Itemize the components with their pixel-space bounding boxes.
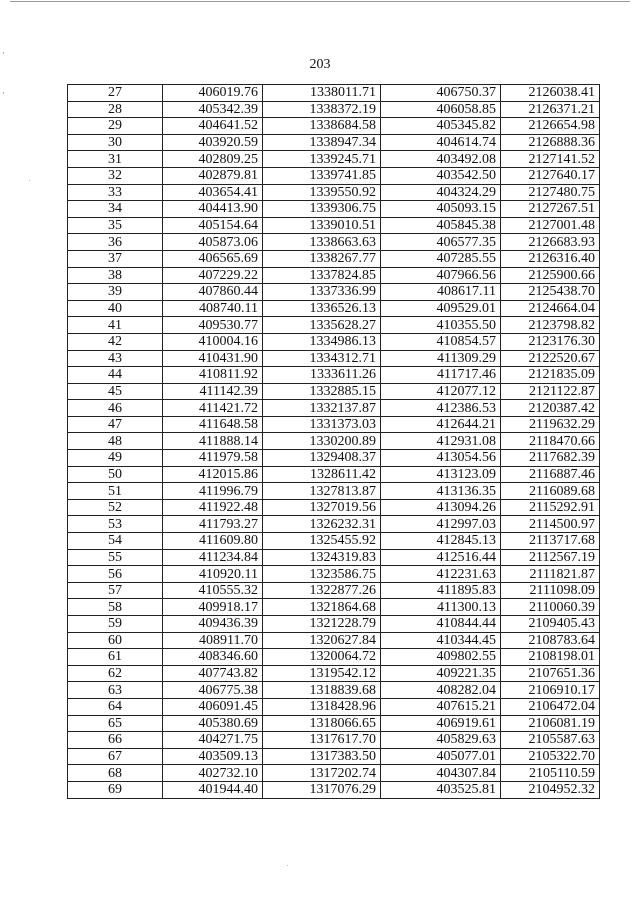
table-row	[68, 267, 600, 284]
x2-cell: 407285.55	[381, 250, 501, 267]
y2-cell: 2108783.64	[501, 632, 600, 649]
table-row	[68, 483, 600, 500]
y2-cell: 2115292.91	[501, 499, 600, 516]
x2-cell: 408282.04	[381, 682, 501, 699]
x2-cell: 405093.15	[381, 201, 501, 218]
x1-cell: 410555.32	[163, 582, 263, 599]
table-row	[68, 582, 600, 599]
y2-cell: 2106081.19	[501, 715, 600, 732]
point-number-cell: 30	[68, 134, 163, 151]
scan-speck	[287, 865, 288, 866]
y1-cell: 1339741.85	[263, 167, 381, 184]
table-row	[68, 85, 600, 102]
x1-cell: 411609.80	[163, 533, 263, 550]
x2-cell: 406919.61	[381, 715, 501, 732]
y2-cell: 2110060.39	[501, 599, 600, 616]
y2-cell: 2111098.09	[501, 582, 600, 599]
x2-cell: 404307.84	[381, 765, 501, 782]
x1-cell: 406565.69	[163, 250, 263, 267]
point-number-cell: 36	[68, 234, 163, 251]
x1-cell: 412015.86	[163, 466, 263, 483]
table-row	[68, 599, 600, 616]
x2-cell: 413136.35	[381, 483, 501, 500]
y2-cell: 2118470.66	[501, 433, 600, 450]
table-row	[68, 400, 600, 417]
x2-cell: 409802.55	[381, 649, 501, 666]
point-number-cell: 68	[68, 765, 163, 782]
point-number-cell: 55	[68, 549, 163, 566]
x1-cell: 405380.69	[163, 715, 263, 732]
x1-cell: 411996.79	[163, 483, 263, 500]
point-number-cell: 29	[68, 118, 163, 135]
x2-cell: 413054.56	[381, 450, 501, 467]
x1-cell: 410004.16	[163, 333, 263, 350]
y1-cell: 1330200.89	[263, 433, 381, 450]
y2-cell: 2125900.66	[501, 267, 600, 284]
y1-cell: 1337336.99	[263, 284, 381, 301]
point-number-cell: 57	[68, 582, 163, 599]
x2-cell: 412845.13	[381, 533, 501, 550]
x1-cell: 403920.59	[163, 134, 263, 151]
table-row	[68, 300, 600, 317]
x1-cell: 402809.25	[163, 151, 263, 168]
point-number-cell: 40	[68, 300, 163, 317]
x2-cell: 410355.50	[381, 317, 501, 334]
y1-cell: 1327813.87	[263, 483, 381, 500]
table-row	[68, 184, 600, 201]
x1-cell: 404413.90	[163, 201, 263, 218]
point-number-cell: 64	[68, 698, 163, 715]
y2-cell: 2123176.30	[501, 333, 600, 350]
x2-cell: 412997.03	[381, 516, 501, 533]
y1-cell: 1339550.92	[263, 184, 381, 201]
table-row	[68, 632, 600, 649]
table-row	[68, 317, 600, 334]
y2-cell: 2116887.46	[501, 466, 600, 483]
y1-cell: 1335628.27	[263, 317, 381, 334]
y1-cell: 1322877.26	[263, 582, 381, 599]
x1-cell: 405342.39	[163, 101, 263, 118]
y1-cell: 1317383.50	[263, 748, 381, 765]
x2-cell: 405345.82	[381, 118, 501, 135]
y2-cell: 2105587.63	[501, 732, 600, 749]
y2-cell: 2126683.93	[501, 234, 600, 251]
y1-cell: 1338011.71	[263, 85, 381, 102]
x2-cell: 404324.29	[381, 184, 501, 201]
table-row	[68, 732, 600, 749]
x2-cell: 411717.46	[381, 367, 501, 384]
x1-cell: 411793.27	[163, 516, 263, 533]
point-number-cell: 34	[68, 201, 163, 218]
scan-speck	[3, 52, 4, 54]
y1-cell: 1339010.51	[263, 217, 381, 234]
y2-cell: 2122520.67	[501, 350, 600, 367]
x1-cell: 402879.81	[163, 167, 263, 184]
y2-cell: 2116089.68	[501, 483, 600, 500]
y2-cell: 2123798.82	[501, 317, 600, 334]
y1-cell: 1326232.31	[263, 516, 381, 533]
y2-cell: 2126654.98	[501, 118, 600, 135]
x1-cell: 406091.45	[163, 698, 263, 715]
y1-cell: 1334312.71	[263, 350, 381, 367]
y2-cell: 2120387.42	[501, 400, 600, 417]
x2-cell: 406750.37	[381, 85, 501, 102]
table-row	[68, 433, 600, 450]
x1-cell: 411922.48	[163, 499, 263, 516]
point-number-cell: 43	[68, 350, 163, 367]
x2-cell: 406058.85	[381, 101, 501, 118]
point-number-cell: 61	[68, 649, 163, 666]
point-number-cell: 58	[68, 599, 163, 616]
x1-cell: 411421.72	[163, 400, 263, 417]
point-number-cell: 50	[68, 466, 163, 483]
point-number-cell: 65	[68, 715, 163, 732]
x2-cell: 412644.21	[381, 416, 501, 433]
x1-cell: 411142.39	[163, 383, 263, 400]
x2-cell: 412516.44	[381, 549, 501, 566]
x1-cell: 404271.75	[163, 732, 263, 749]
table-row	[68, 765, 600, 782]
x2-cell: 410854.57	[381, 333, 501, 350]
y2-cell: 2126888.36	[501, 134, 600, 151]
y1-cell: 1331373.03	[263, 416, 381, 433]
y1-cell: 1332885.15	[263, 383, 381, 400]
x1-cell: 406019.76	[163, 85, 263, 102]
table-row	[68, 350, 600, 367]
y1-cell: 1321864.68	[263, 599, 381, 616]
table-row	[68, 134, 600, 151]
x2-cell: 405829.63	[381, 732, 501, 749]
y1-cell: 1337824.85	[263, 267, 381, 284]
x2-cell: 410344.45	[381, 632, 501, 649]
y2-cell: 2105322.70	[501, 748, 600, 765]
y1-cell: 1338947.34	[263, 134, 381, 151]
table-row	[68, 549, 600, 566]
point-number-cell: 66	[68, 732, 163, 749]
y2-cell: 2125438.70	[501, 284, 600, 301]
x1-cell: 401944.40	[163, 781, 263, 798]
table-row	[68, 649, 600, 666]
point-number-cell: 47	[68, 416, 163, 433]
x2-cell: 409529.01	[381, 300, 501, 317]
y1-cell: 1319542.12	[263, 665, 381, 682]
x1-cell: 410431.90	[163, 350, 263, 367]
point-number-cell: 33	[68, 184, 163, 201]
table-row	[68, 234, 600, 251]
x2-cell: 406577.35	[381, 234, 501, 251]
y1-cell: 1317076.29	[263, 781, 381, 798]
x1-cell: 403654.41	[163, 184, 263, 201]
point-number-cell: 51	[68, 483, 163, 500]
point-number-cell: 46	[68, 400, 163, 417]
y2-cell: 2127001.48	[501, 217, 600, 234]
table-row	[68, 466, 600, 483]
table-row	[68, 333, 600, 350]
y2-cell: 2119632.29	[501, 416, 600, 433]
x1-cell: 405154.64	[163, 217, 263, 234]
x2-cell: 403525.81	[381, 781, 501, 798]
y2-cell: 2113717.68	[501, 533, 600, 550]
y1-cell: 1318066.65	[263, 715, 381, 732]
y2-cell: 2109405.43	[501, 616, 600, 633]
point-number-cell: 49	[68, 450, 163, 467]
table-row	[68, 383, 600, 400]
point-number-cell: 53	[68, 516, 163, 533]
y2-cell: 2127640.17	[501, 167, 600, 184]
x1-cell: 409436.39	[163, 616, 263, 633]
y1-cell: 1329408.37	[263, 450, 381, 467]
x1-cell: 411648.58	[163, 416, 263, 433]
table-row	[68, 516, 600, 533]
y2-cell: 2127267.51	[501, 201, 600, 218]
point-number-cell: 37	[68, 250, 163, 267]
point-number-cell: 41	[68, 317, 163, 334]
x2-cell: 405845.38	[381, 217, 501, 234]
x1-cell: 411888.14	[163, 433, 263, 450]
x2-cell: 407966.56	[381, 267, 501, 284]
table-row	[68, 616, 600, 633]
point-number-cell: 60	[68, 632, 163, 649]
y2-cell: 2117682.39	[501, 450, 600, 467]
x2-cell: 404614.74	[381, 134, 501, 151]
point-number-cell: 38	[68, 267, 163, 284]
x1-cell: 402732.10	[163, 765, 263, 782]
y1-cell: 1338267.77	[263, 250, 381, 267]
x1-cell: 407860.44	[163, 284, 263, 301]
point-number-cell: 59	[68, 616, 163, 633]
x1-cell: 408740.11	[163, 300, 263, 317]
x2-cell: 411895.83	[381, 582, 501, 599]
y1-cell: 1323586.75	[263, 566, 381, 583]
x1-cell: 407743.82	[163, 665, 263, 682]
top-edge-rule	[10, 1, 630, 2]
y2-cell: 2112567.19	[501, 549, 600, 566]
x2-cell: 412231.63	[381, 566, 501, 583]
x2-cell: 412931.08	[381, 433, 501, 450]
point-number-cell: 48	[68, 433, 163, 450]
x1-cell: 407229.22	[163, 267, 263, 284]
table-row	[68, 217, 600, 234]
table-row	[68, 167, 600, 184]
y2-cell: 2105110.59	[501, 765, 600, 782]
x2-cell: 403542.50	[381, 167, 501, 184]
x2-cell: 413094.26	[381, 499, 501, 516]
x1-cell: 411979.58	[163, 450, 263, 467]
table-row	[68, 118, 600, 135]
table-row	[68, 416, 600, 433]
x1-cell: 410811.92	[163, 367, 263, 384]
table-row	[68, 682, 600, 699]
y2-cell: 2111821.87	[501, 566, 600, 583]
scan-speck	[29, 180, 30, 181]
x2-cell: 409221.35	[381, 665, 501, 682]
table-row	[68, 533, 600, 550]
table-row	[68, 665, 600, 682]
scan-speck	[3, 92, 4, 94]
point-number-cell: 39	[68, 284, 163, 301]
point-number-cell: 45	[68, 383, 163, 400]
table-row	[68, 499, 600, 516]
table-row	[68, 250, 600, 267]
y1-cell: 1334986.13	[263, 333, 381, 350]
table-row	[68, 698, 600, 715]
point-number-cell: 31	[68, 151, 163, 168]
table-row	[68, 781, 600, 798]
point-number-cell: 42	[68, 333, 163, 350]
x2-cell: 413123.09	[381, 466, 501, 483]
point-number-cell: 27	[68, 85, 163, 102]
y1-cell: 1324319.83	[263, 549, 381, 566]
point-number-cell: 56	[68, 566, 163, 583]
x1-cell: 404641.52	[163, 118, 263, 135]
y2-cell: 2127141.52	[501, 151, 600, 168]
y1-cell: 1338372.19	[263, 101, 381, 118]
y2-cell: 2106910.17	[501, 682, 600, 699]
y1-cell: 1336526.13	[263, 300, 381, 317]
x2-cell: 405077.01	[381, 748, 501, 765]
x1-cell: 409530.77	[163, 317, 263, 334]
x1-cell: 411234.84	[163, 549, 263, 566]
coordinates-table	[67, 84, 600, 799]
table-row	[68, 715, 600, 732]
point-number-cell: 28	[68, 101, 163, 118]
point-number-cell: 32	[68, 167, 163, 184]
y2-cell: 2121835.09	[501, 367, 600, 384]
x2-cell: 411300.13	[381, 599, 501, 616]
point-number-cell: 67	[68, 748, 163, 765]
page-number: 203	[309, 57, 331, 72]
y1-cell: 1320064.72	[263, 649, 381, 666]
y1-cell: 1339306.75	[263, 201, 381, 218]
y1-cell: 1327019.56	[263, 499, 381, 516]
y1-cell: 1338684.58	[263, 118, 381, 135]
y1-cell: 1318839.68	[263, 682, 381, 699]
point-number-cell: 54	[68, 533, 163, 550]
point-number-cell: 35	[68, 217, 163, 234]
y1-cell: 1328611.42	[263, 466, 381, 483]
y1-cell: 1338663.63	[263, 234, 381, 251]
x2-cell: 411309.29	[381, 350, 501, 367]
y1-cell: 1321228.79	[263, 616, 381, 633]
y2-cell: 2107651.36	[501, 665, 600, 682]
x1-cell: 410920.11	[163, 566, 263, 583]
x2-cell: 412386.53	[381, 400, 501, 417]
x2-cell: 403492.08	[381, 151, 501, 168]
table-row	[68, 201, 600, 218]
table-row	[68, 151, 600, 168]
coordinates-table-body	[68, 85, 600, 799]
y2-cell: 2104952.32	[501, 781, 600, 798]
point-number-cell: 44	[68, 367, 163, 384]
y2-cell: 2126371.21	[501, 101, 600, 118]
x1-cell: 405873.06	[163, 234, 263, 251]
point-number-cell: 52	[68, 499, 163, 516]
x2-cell: 408617.11	[381, 284, 501, 301]
table-row	[68, 101, 600, 118]
y2-cell: 2106472.04	[501, 698, 600, 715]
table-row	[68, 284, 600, 301]
table-row	[68, 367, 600, 384]
y1-cell: 1318428.96	[263, 698, 381, 715]
y1-cell: 1320627.84	[263, 632, 381, 649]
y2-cell: 2121122.87	[501, 383, 600, 400]
y1-cell: 1332137.87	[263, 400, 381, 417]
point-number-cell: 62	[68, 665, 163, 682]
y1-cell: 1325455.92	[263, 533, 381, 550]
table-row	[68, 566, 600, 583]
table-row	[68, 748, 600, 765]
y2-cell: 2114500.97	[501, 516, 600, 533]
y1-cell: 1333611.26	[263, 367, 381, 384]
point-number-cell: 63	[68, 682, 163, 699]
point-number-cell: 69	[68, 781, 163, 798]
x1-cell: 409918.17	[163, 599, 263, 616]
y1-cell: 1339245.71	[263, 151, 381, 168]
y2-cell: 2124664.04	[501, 300, 600, 317]
y1-cell: 1317202.74	[263, 765, 381, 782]
x2-cell: 412077.12	[381, 383, 501, 400]
x1-cell: 408911.70	[163, 632, 263, 649]
x2-cell: 407615.21	[381, 698, 501, 715]
y2-cell: 2108198.01	[501, 649, 600, 666]
x1-cell: 406775.38	[163, 682, 263, 699]
y2-cell: 2126038.41	[501, 85, 600, 102]
x1-cell: 408346.60	[163, 649, 263, 666]
y2-cell: 2127480.75	[501, 184, 600, 201]
y1-cell: 1317617.70	[263, 732, 381, 749]
x2-cell: 410844.44	[381, 616, 501, 633]
table-row	[68, 450, 600, 467]
x1-cell: 403509.13	[163, 748, 263, 765]
y2-cell: 2126316.40	[501, 250, 600, 267]
